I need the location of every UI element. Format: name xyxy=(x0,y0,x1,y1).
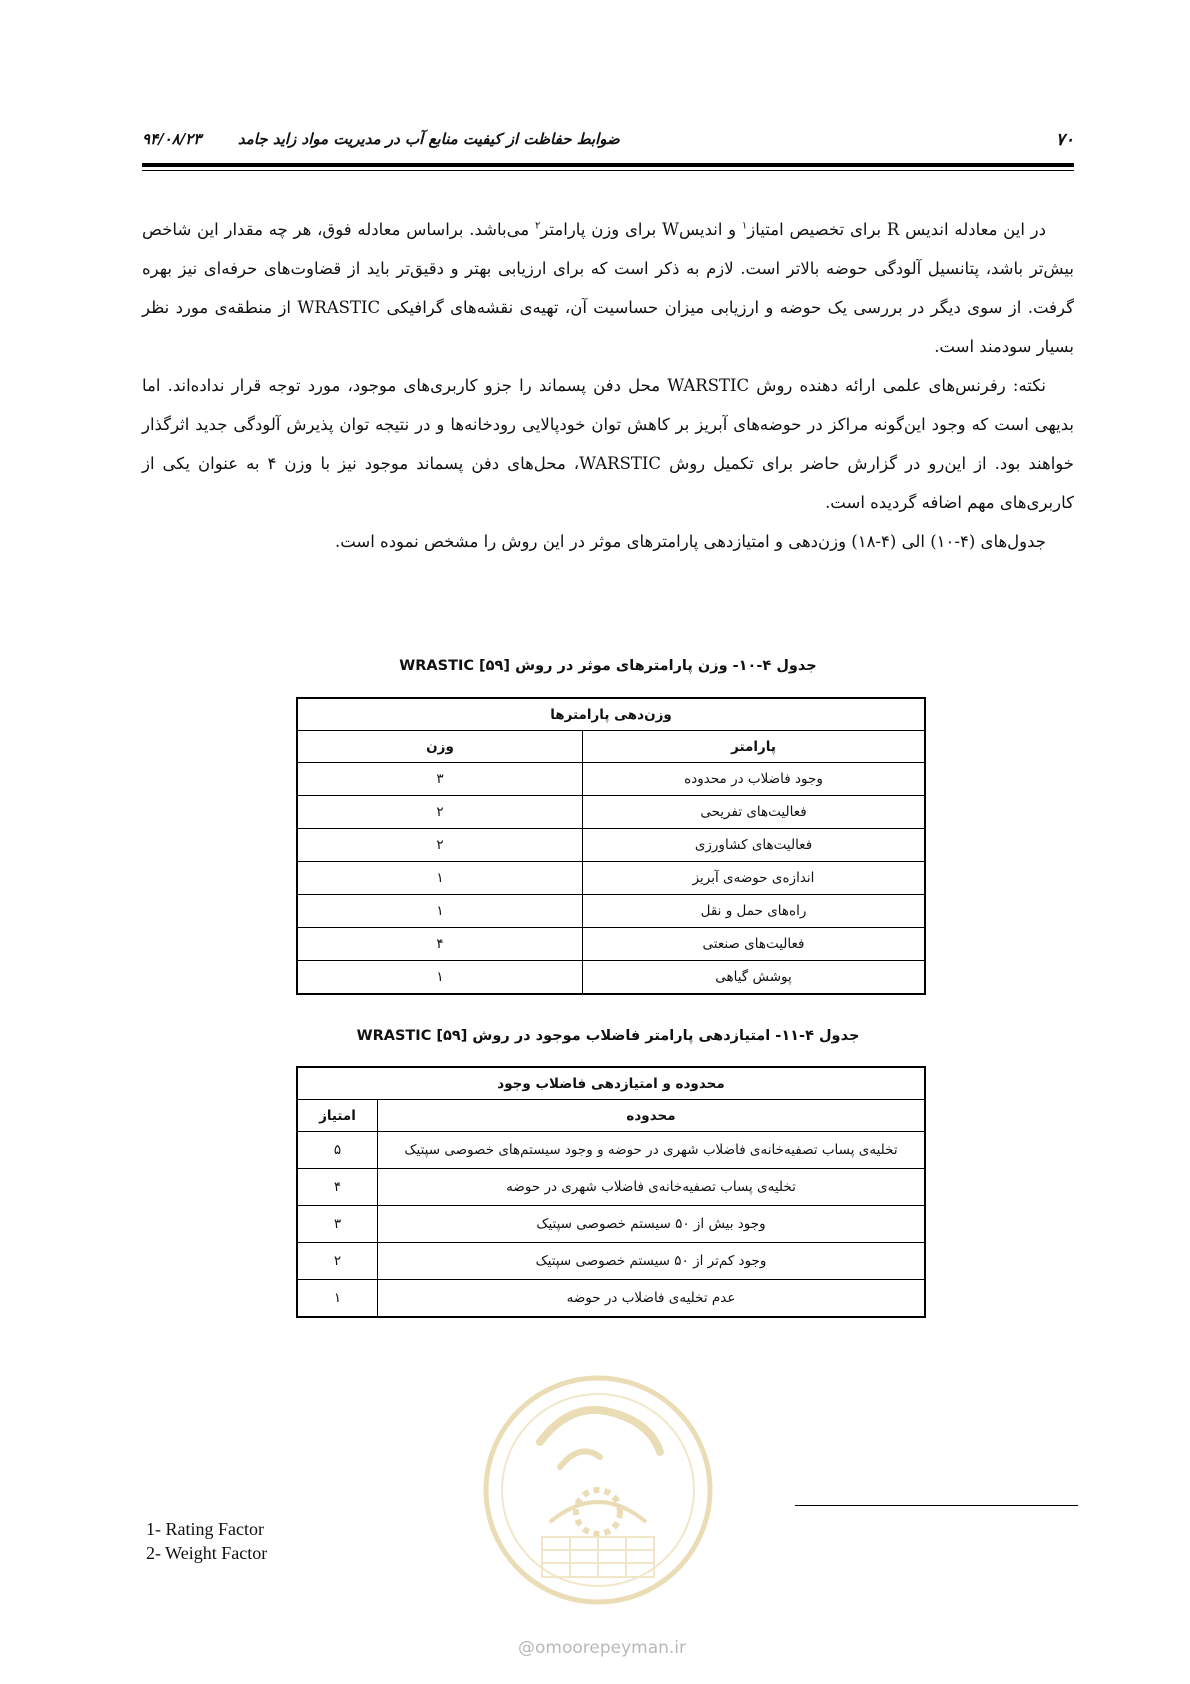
table1-param-cell: اندازه‌ی حوضه‌ی آبریز xyxy=(583,862,926,895)
table2-score-cell: ۲ xyxy=(297,1243,378,1280)
table2-range-cell: عدم تخلیه‌ی فاضلاب در حوضه xyxy=(378,1280,926,1318)
table2-row xyxy=(297,1206,925,1243)
footnotes xyxy=(146,1517,267,1565)
table2-range-cell: تخلیه‌ی پساب تصفیه‌خانه‌ی فاضلاب شهری در حوضه و وجود سیستم‌های خصوصی سپتیک xyxy=(378,1132,926,1169)
watermark-url: @omoorepeyman.ir xyxy=(517,1638,687,1658)
table2-row xyxy=(297,1243,925,1280)
table1-weight-cell: ۱ xyxy=(297,961,583,995)
table2-range-cell: وجود کم‌تر از ۵۰ سیستم خصوصی سپتیک xyxy=(378,1243,926,1280)
table1-group-header: وزن‌دهی پارامترها xyxy=(297,698,925,731)
table2-score-cell: ۱ xyxy=(297,1280,378,1318)
table2-body xyxy=(297,1132,925,1318)
table1-row xyxy=(297,928,925,961)
table1-param-cell: فعالیت‌های صنعتی xyxy=(583,928,926,961)
table1-col-weight: وزن xyxy=(297,731,583,763)
weights-table xyxy=(296,697,926,995)
table1-param-cell: پوشش گیاهی xyxy=(583,961,926,995)
table1-param-cell: وجود فاضلاب در محدوده xyxy=(583,763,926,796)
paragraph-2: نکته: رفرنس‌های علمی ارائه دهنده روش WARSTIC محل دفن پسماند را جزو کاربری‌های موجود، مورد توجه قرار نداده‌اند. اما بدیهی است که وجود این‌گونه مراکز در حوضه‌های آبریز بر کاهش توان خودپالایی رودخانه‌ها و در نتیجه توان پذیرش آلودگی جدید اثرگذار خواهند بود. از این‌رو در گزارش حاضر برای تکمیل روش WARSTIC، محل‌های دفن پسماند موجود نیز با وزن ۴ به عنوان یکی از کاربری‌های مهم اضافه گردیده است. xyxy=(142,376,1075,512)
wastewater-score-table xyxy=(296,1066,926,1318)
table1-param-cell: فعالیت‌های تفریحی xyxy=(583,796,926,829)
table2-row xyxy=(297,1169,925,1206)
table1-row xyxy=(297,796,925,829)
table1-weight-cell: ۱ xyxy=(297,862,583,895)
table1-param-cell: فعالیت‌های کشاورزی xyxy=(583,829,926,862)
paragraph-3: جدول‌های (۴-۱۰) الی (۴-۱۸) وزن‌دهی و امتیازدهی پارامترهای موثر در این روش را مشخص نموده است. xyxy=(334,532,1046,551)
paragraph-1-part-b: و اندیسW برای وزن پارامتر xyxy=(540,220,742,239)
paragraph-1 xyxy=(142,210,1074,366)
table1-weight-cell: ۳ xyxy=(297,763,583,796)
watermark-logo xyxy=(480,1372,716,1608)
table1-caption: جدول ۴-۱۰- وزن پارامترهای موثر در روش WRASTIC [۵۹] xyxy=(399,658,817,674)
footnote-rule xyxy=(795,1505,1078,1506)
paragraph-1-part-a: در این معادله اندیس R برای تخصیص امتیاز xyxy=(747,220,1046,239)
table1-body xyxy=(297,763,925,995)
table2-col-score: امتیاز xyxy=(297,1100,378,1132)
table2-row xyxy=(297,1132,925,1169)
footnote-2: 2- Weight Factor xyxy=(146,1543,268,1563)
document-date: ۹۴/۰۸/۲۳ xyxy=(142,130,202,148)
table2-range-cell: تخلیه‌ی پساب تصفیه‌خانه‌ی فاضلاب شهری در حوضه xyxy=(378,1169,926,1206)
table1-weight-cell: ۱ xyxy=(297,895,583,928)
table2-caption: جدول ۴-۱۱- امتیازدهی پارامتر فاضلاب موجود در روش WRASTIC [۵۹] xyxy=(356,1028,860,1044)
table1-row xyxy=(297,862,925,895)
paragraph-1-part-c: می‌باشد. براساس معادله فوق، هر چه مقدار این شاخص بیش‌تر باشد، پتانسیل آلودگی حوضه بالاتر است. لازم به ذکر است که برای ارزیابی بهتر و دقیق‌تر باید از قضاوت‌های حرفه‌ای نیز بهره گرفت. از سوی دیگر در بررسی یک حوضه و ارزیابی میزان حساسیت آن، تهیه‌ی نقشه‌های گرافیکی WRASTIC از منطقه‌ی مورد نظر بسیار سودمند است. xyxy=(142,220,1074,356)
table2-score-cell: ۳ xyxy=(297,1206,378,1243)
table1-col-param: پارامتر xyxy=(583,731,926,763)
running-title xyxy=(142,130,620,148)
table1-weight-cell: ۲ xyxy=(297,829,583,862)
table2-score-cell: ۵ xyxy=(297,1132,378,1169)
table2-score-cell: ۴ xyxy=(297,1169,378,1206)
body-text xyxy=(142,210,1074,561)
table1-row xyxy=(297,961,925,995)
table2-row xyxy=(297,1280,925,1318)
running-title-text: ضوابط حفاظت از کیفیت منابع آب در مدیریت مواد زاید جامد xyxy=(237,130,620,148)
header-rule-thin xyxy=(142,170,1074,171)
table2-range-cell: وجود بیش از ۵۰ سیستم خصوصی سپتیک xyxy=(378,1206,926,1243)
table2-group-header: محدوده و امتیازدهی فاضلاب وجود xyxy=(297,1067,925,1100)
table2-col-range: محدوده xyxy=(378,1100,926,1132)
table1-row xyxy=(297,763,925,796)
page-header xyxy=(142,128,1074,158)
table1-param-cell: راه‌های حمل و نقل xyxy=(583,895,926,928)
table1-weight-cell: ۴ xyxy=(297,928,583,961)
footnote-ref-1[interactable]: ۱ xyxy=(741,220,748,232)
footnote-ref-2[interactable]: ۲ xyxy=(534,220,541,232)
table1-row xyxy=(297,895,925,928)
table1-weight-cell: ۲ xyxy=(297,796,583,829)
footnote-1: 1- Rating Factor xyxy=(146,1519,264,1539)
page-number: ۷۰ xyxy=(1055,130,1074,150)
table1-row xyxy=(297,829,925,862)
header-rule xyxy=(142,163,1074,167)
